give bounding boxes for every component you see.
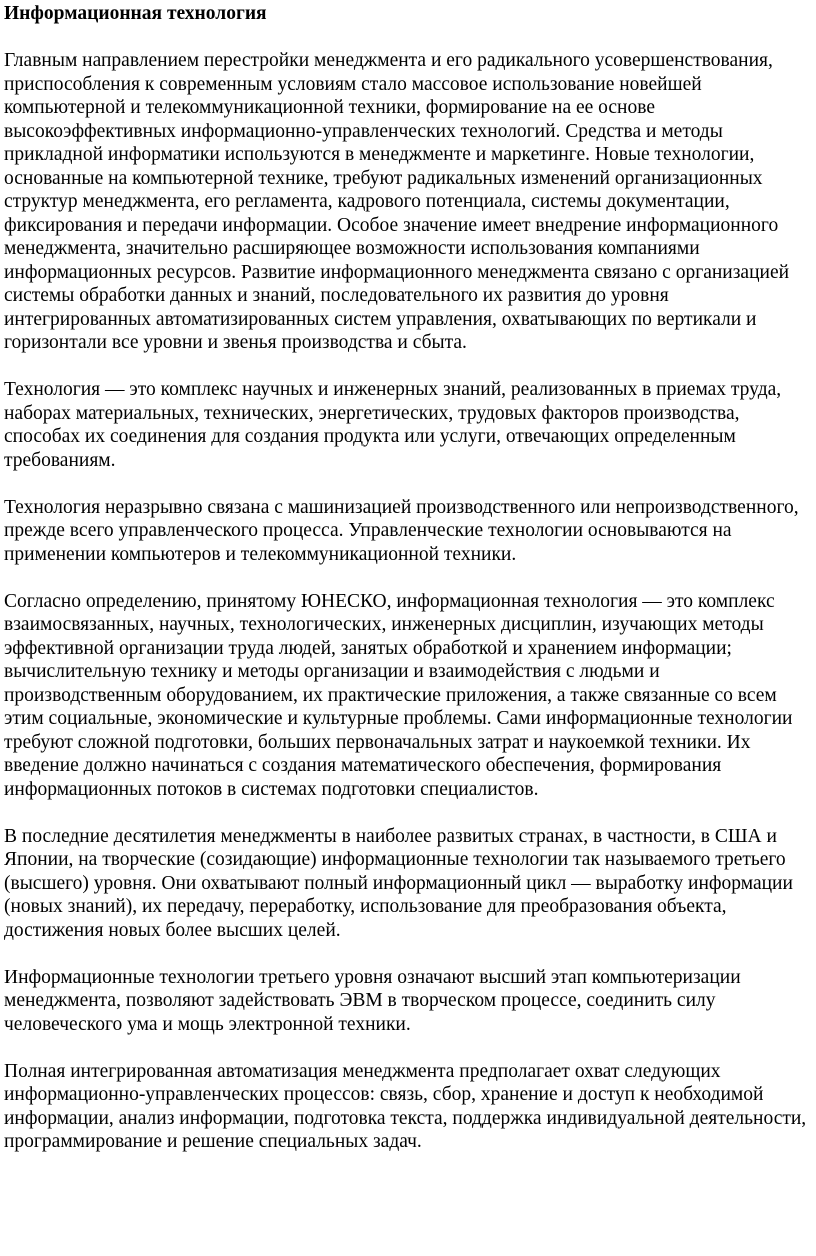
paragraph-gap bbox=[4, 566, 816, 590]
paragraph-gap bbox=[4, 801, 816, 825]
paragraph-1: Главным направлением перестройки менеджмента и его радикального усовершенствования, приспособления к современным условиям стало массовое использование новейшей компьютерной и телекоммуникационной техники, формирование на ее основе высокоэффективных информационно-управленческих технологий. Средства и методы прикладной информатики используются в менеджменте и маркетинге. Новые технологии, основанные на компьютерной технике, требуют радикальных изменений организационных структур менеджмента, его регламента, кадрового потенциала, системы документации, фиксирования и передачи информации. Особое значение имеет внедрение информационного менеджмента, значительно расширяющее возможности использования компаниями информационных ресурсов. Развитие информационного менеджмента связано с организацией системы обработки данных и знаний, последовательного их развития до уровня интегрированных автоматизированных систем управления, охватывающих по вертикали и горизонтали все уровни и звенья производства и сбыта. bbox=[4, 50, 790, 353]
paragraph-gap bbox=[4, 355, 816, 379]
paragraph-gap bbox=[4, 1036, 816, 1060]
paragraph-7: Полная интегрированная автоматизация менеджмента предполагает охват следующих информационно-управленческих процессов: связь, сбор, хранение и доступ к необходимой информации, анализ информации, подготовка текста, поддержка индивидуальной деятельности, программирование и решение специальных задач. bbox=[4, 1060, 807, 1152]
paragraph-4: Согласно определению, принятому ЮНЕСКО, информационная технология — это комплекс взаимосвязанных, научных, технологических, инженерных дисциплин, изучающих методы эффективной организации труда людей, занятых обработкой и хранением информации; вычислительную технику и методы организации и взаимодействия с людьми и производственным оборудованием, их практические приложения, а также связанные со всем этим социальные, экономические и культурные проблемы. Сами информационные технологии требуют сложной подготовки, больших первоначальных затрат и наукоемкой техники. Их введение должно начинаться с создания математического обеспечения, формирования информационных потоков в системах подготовки специалистов. bbox=[4, 590, 793, 800]
paragraph-gap bbox=[4, 26, 816, 50]
paragraph-gap bbox=[4, 942, 816, 966]
paragraph-6: Информационные технологии третьего уровня означают высший этап компьютеризации менеджмента, позволяют задействовать ЭВМ в творческом процессе, соединить силу человеческого ума и мощь электронной техники. bbox=[4, 966, 741, 1035]
paragraph-3: Технология неразрывно связана с машинизацией производственного или непроизводственного, прежде всего управленческого процесса. Управленческие технологии основываются на применении компьютеров и телекоммуникационной техники. bbox=[4, 496, 799, 565]
paragraph-5: В последние десятилетия менеджменты в наиболее развитых странах, в частности, в США и Японии, на творческие (созидающие) информационные технологии так называемого третьего (высшего) уровня. Они охватывают полный информационный цикл — выработку информации (новых знаний), их передачу, переработку, использование для преобразования объекта, достижения новых более высших целей. bbox=[4, 825, 793, 941]
paragraph-gap bbox=[4, 472, 816, 496]
document-page bbox=[4, 2, 816, 1154]
document-title: Информационная технология bbox=[4, 3, 267, 24]
paragraph-2: Технология — это комплекс научных и инженерных знаний, реализованных в приемах труда, наборах материальных, технических, энергетических, трудовых факторов производства, способах их соединения для создания продукта или услуги, отвечающих определенным требованиям. bbox=[4, 379, 782, 471]
